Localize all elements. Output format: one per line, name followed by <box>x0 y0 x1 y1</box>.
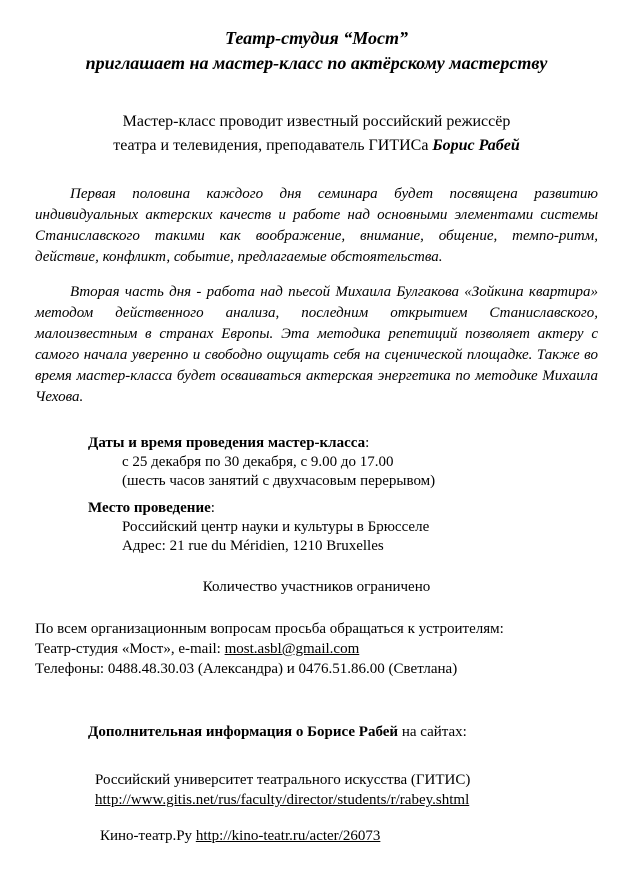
contact-section <box>35 619 598 679</box>
dates-heading-colon: : <box>365 435 370 451</box>
lecturer-name: Борис Рабей <box>432 137 520 154</box>
dates-section <box>88 434 598 491</box>
title-line-2: приглашает на мастер-класс по актёрскому мастерству <box>85 53 548 73</box>
gitis-block <box>95 770 598 810</box>
kino-line <box>100 826 598 846</box>
location-heading-colon: : <box>210 500 215 516</box>
contact-line-3: Телефоны: 0488.48.30.03 (Александра) и 0476.51.86.00 (Светлана) <box>35 661 458 677</box>
additional-info-heading-rest: на сайтах: <box>398 724 467 740</box>
dates-heading-bold: Даты и время проведения мастер-класса <box>88 435 366 451</box>
intro-line-2 <box>35 134 598 158</box>
intro-line-1: Мастер-класс проводит известный российский режиссёр <box>122 113 511 130</box>
location-address: Адрес: 21 rue du Méridien, 1210 Bruxelles <box>122 538 384 554</box>
kino-link[interactable]: http://kino-teatr.ru/acter/26073 <box>195 828 381 844</box>
email-link[interactable]: most.asbl@gmail.com <box>224 641 360 657</box>
paragraph-seminar-afternoon: Вторая часть дня - работа над пьесой Михаила Булгакова «Зойкина квартира» методом действенного анализа, последним открытием Станиславского, малоизвестным в странах Европы. Эта методика репетиций позволяет актеру с самого начала уверенно и свободно ощущать себя на сценической площадке. Также во время мастер-класса будет осваиваться актерская энергетика по методике Михаила Чехова. <box>35 284 598 405</box>
gitis-link[interactable]: http://www.gitis.net/rus/faculty/director/students/r/rabey.shtml <box>95 792 470 808</box>
location-section <box>88 499 598 556</box>
contact-line-2-text: Театр-студия «Мост», e-mail: <box>35 641 225 657</box>
additional-info-heading-bold: Дополнительная информация о Борисе Рабей <box>88 724 399 740</box>
gitis-label: Российский университет театрального искусства (ГИТИС) <box>95 772 471 788</box>
intro-line-2-text: театра и телевидения, преподаватель ГИТИСа <box>113 137 433 154</box>
dates-line-2: (шесть часов занятий с двухчасовым перерывом) <box>122 473 436 489</box>
location-heading <box>88 499 598 518</box>
participants-note: Количество участников ограничено <box>202 579 431 595</box>
document-title <box>35 26 598 76</box>
location-venue: Российский центр науки и культуры в Брюсселе <box>122 519 430 535</box>
contact-line-2 <box>35 639 598 659</box>
contact-line-1: По всем организационным вопросам просьба обращаться к устроителям: <box>35 621 504 637</box>
gitis-link-line <box>95 790 598 810</box>
dates-heading <box>88 434 598 453</box>
kino-label: Кино-театр.Ру <box>100 828 196 844</box>
additional-info-heading <box>88 723 598 742</box>
title-line-1: Театр-студия “Мост” <box>224 28 409 48</box>
paragraph-seminar-morning: Первая половина каждого дня семинара будет посвящена развитию индивидуальных актерских качеств и работе над основными элементами системы Станиславского такими как воображение, внимание, общение, темпо-ритм, действие, конфликт, событие, предлагаемые обстоятельства. <box>35 186 598 265</box>
location-heading-bold: Место проведение <box>88 500 211 516</box>
dates-line-1: с 25 декабря по 30 декабря, с 9.00 до 17.00 <box>122 454 394 470</box>
intro-block <box>35 110 598 158</box>
